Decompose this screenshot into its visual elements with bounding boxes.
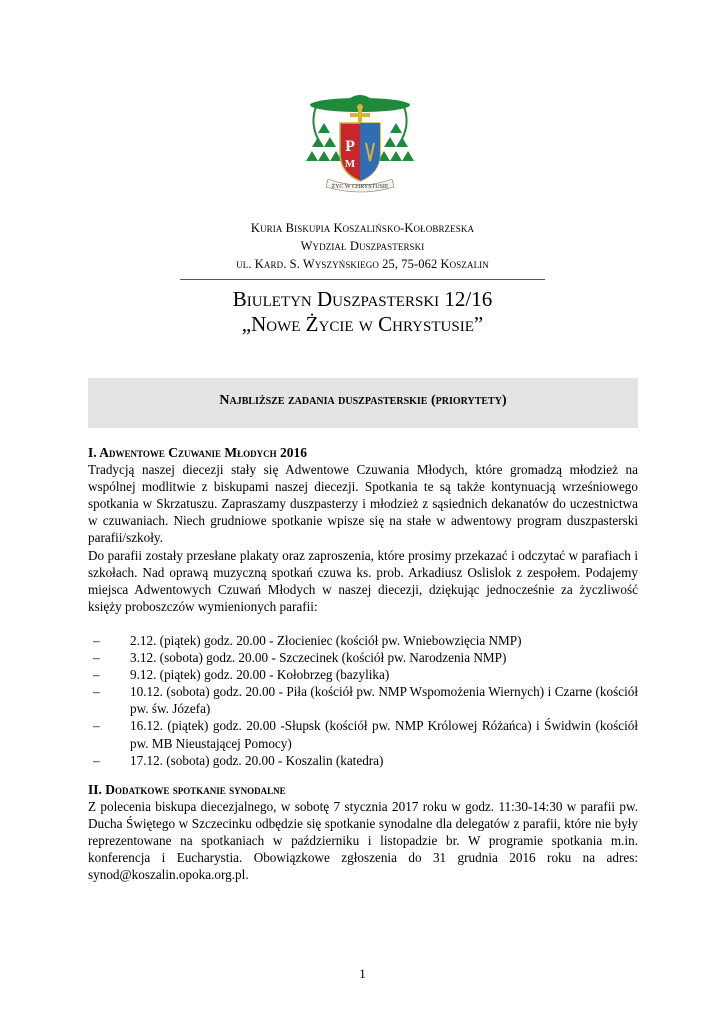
list-item: – 2.12. (piątek) godz. 20.00 - Złocieniec (kościół pw. Wniebowzięcia NMP) [93,632,522,648]
curia-address-block [180,219,545,273]
crest-tassels-right [378,123,414,161]
crest-hat-crown [344,95,376,103]
priorities-banner [88,378,638,428]
curia-address: ul. Kard. S. Wyszyńskiego 25, 75-062 Koszalin [236,257,489,271]
list-dash: – [93,650,100,666]
list-item: – 16.12. (piątek) godz. 20.00 -Słupsk (kościół pw. NMP Królowej Różańca) i Świdwin (kościół pw. MB Nieustającej Pomocy) [93,718,638,751]
page-number: 1 [359,966,366,981]
section2-heading: II. Dodatkowe spotkanie synodalne [88,781,286,797]
bulletin-content [88,444,638,883]
list-dash: – [93,718,100,734]
header-divider [180,279,545,280]
list-item: – 9.12. (piątek) godz. 20.00 - Kołobrzeg (bazylika) [93,667,390,683]
list-dash: – [93,632,100,648]
crest-tassels-left [306,123,342,161]
section1-heading: I. Adwentowe Czuwanie Młodych 2016 [88,445,307,460]
section1-paragraph2: Do parafii zostały przesłane plakaty oraz zaproszenia, które prosimy przekazać i odczytać w parafiach i szkołach. Nad oprawą muzyczną spotkań czuwa ks. prob. Arkadiusz Oslislok z zespołem. Podajemy miejsca Adwentowych Czuwań Młodych w naszej diecezji, dziękując jednocześnie za życzliwość księży proboszczów wymienionych parafii: [88,547,638,614]
list-dash: – [93,684,100,700]
list-item: – 10.12. (sobota) godz. 20.00 - Piła (kościół pw. NMP Wspomożenia Wiernych) i Czarne (kościół pw. św. Józefa) [93,684,638,717]
crest-motto: ŻYĆ W CHRYSTUSIE [331,184,389,190]
curia-department: Wydział Duszpasterski [300,239,425,253]
section2-paragraph: Z polecenia biskupa diecezjalnego, w sobotę 7 stycznia 2017 roku w godz. 11:30-14:30 w parafii pw. Ducha Świętego w Szczecinku odbędzie się spotkanie synodalne dla delegatów z parafii, które nie były reprezentowane na spotkaniach w październiku i listopadzie br. W programie spotkania m.in. konferencja i Eucharystia. Obowiązkowe zgłoszenia do 31 grudnia 2016 roku na adres: synod@koszalin.opoka.org.pl. [88,798,638,883]
bulletin-title-line1: Biuletyn Duszpasterski 12/16 [232,287,493,311]
bulletin-title [150,287,575,337]
list-item: – 3.12. (sobota) godz. 20.00 - Szczecinek (kościół pw. Narodzenia NMP) [93,650,507,666]
list-dash: – [93,667,100,683]
priorities-banner-text: Najbliższe zadania duszpasterskie (priorytety) [219,393,507,408]
bulletin-title-line2: „Nowe Życie w Chrystusie” [241,312,484,336]
svg-text:M: M [344,158,356,170]
svg-text:P: P [345,138,355,155]
list-item: – 17.12. (sobota) godz. 20.00 - Koszalin (katedra) [93,752,384,768]
curia-name: Kuria Biskupia Koszalińsko-Kołobrzeska [250,221,475,235]
bishop-coat-of-arms [302,83,418,195]
section1-paragraph1: Tradycją naszej diecezji stały się Adwentowe Czuwania Młodych, które gromadzą młodzież na wspólnej modlitwie z biskupami naszej diecezji. Spotkania te są także kontynuacją wrześniowego spotkania w Skrzatuszu. Zapraszamy duszpasterzy i młodzież z sąsiednich dekanatów do uczestnictwa w czuwaniach. Niech grudniowe spotkanie wpisze się na stałe w adwentowy program duszpasterski parafii/szkoły. [88,462,638,546]
vigil-events-list [88,632,638,769]
list-dash: – [93,752,100,768]
